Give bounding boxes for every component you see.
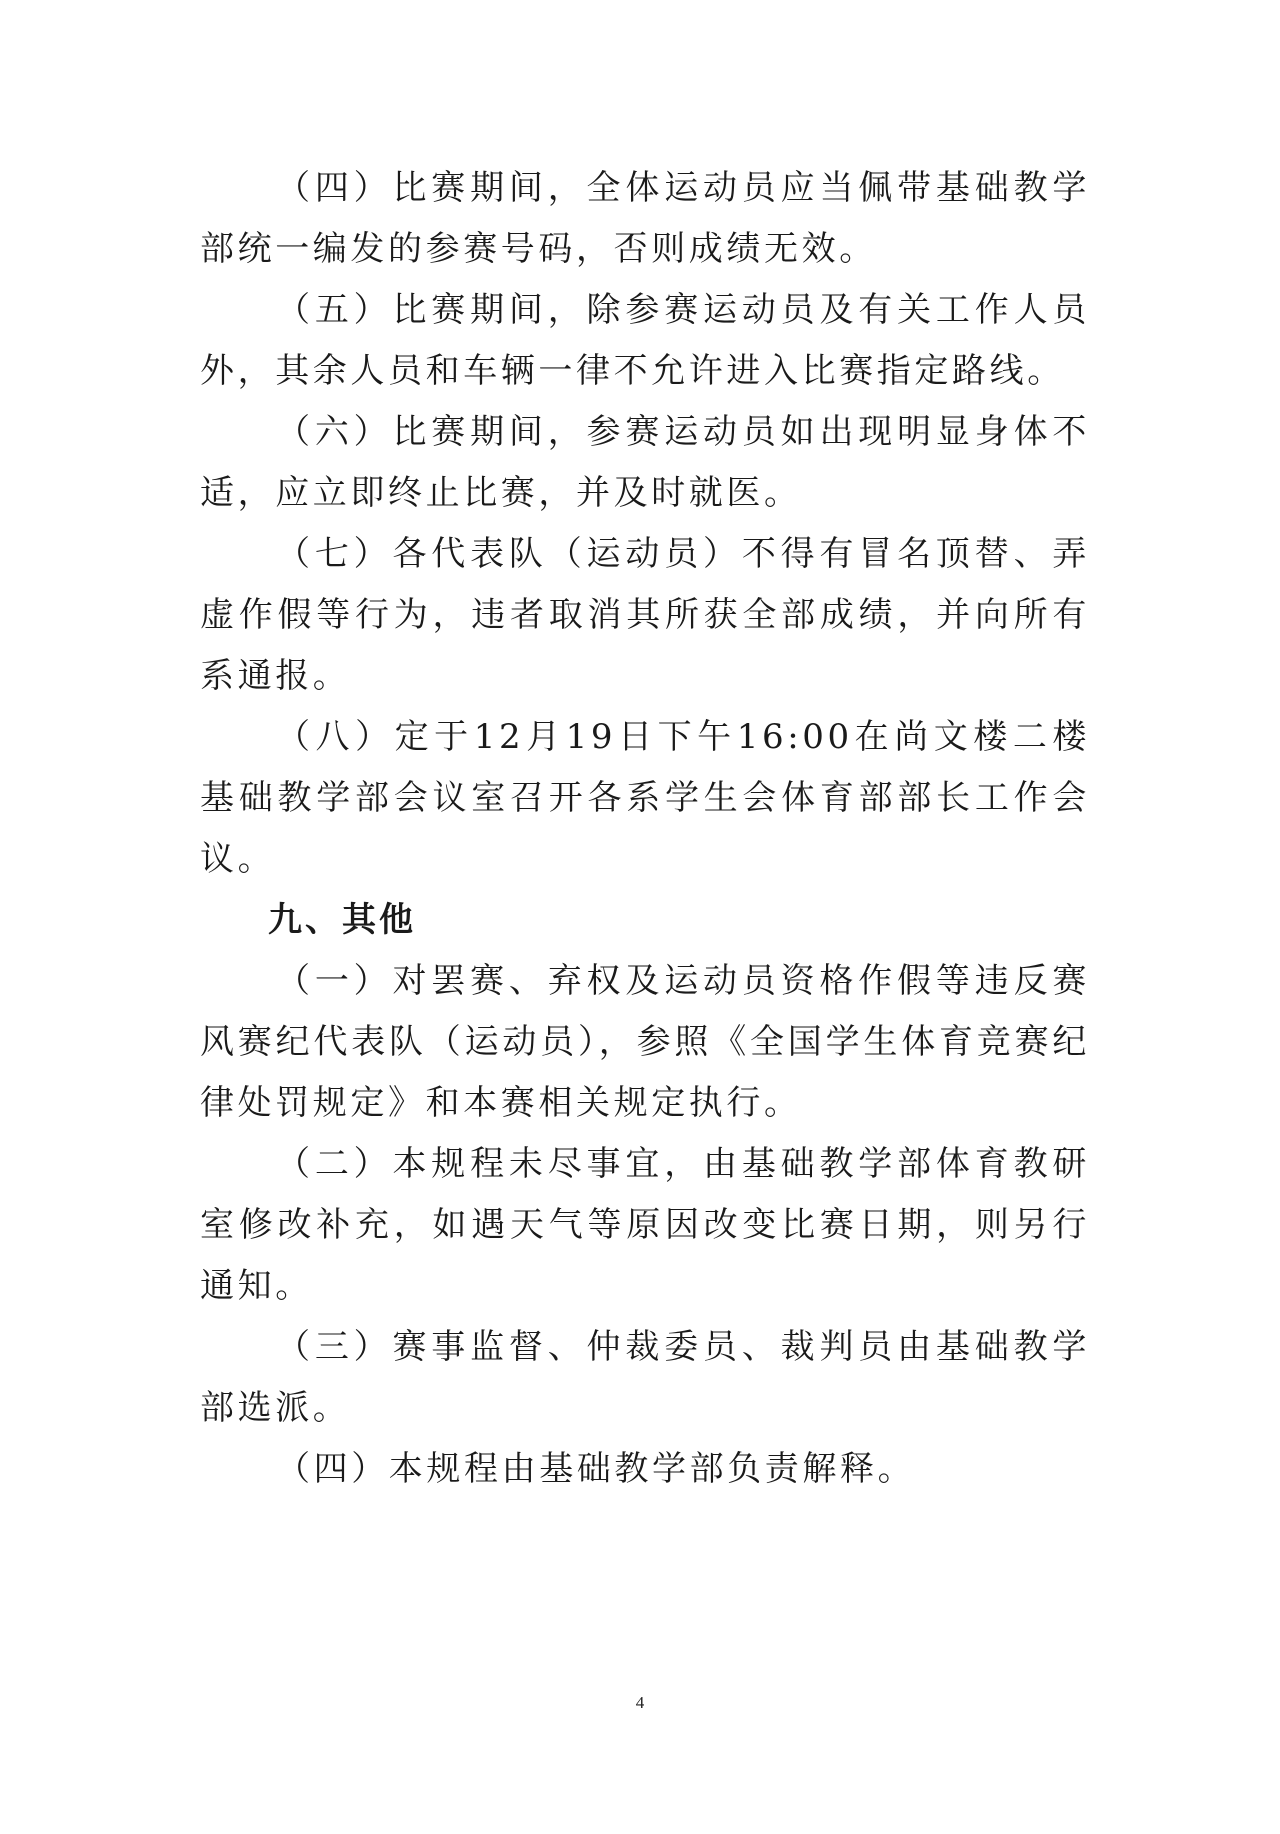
section-heading: 九、其他 bbox=[268, 900, 416, 940]
page-number: 4 bbox=[635, 1693, 645, 1712]
paragraph-item-8: （八）定于12月19日下午16:00在尚文楼二楼基础教学部会议室召开各系学生会体育部部长工作会议。 bbox=[200, 717, 1090, 879]
document-body bbox=[200, 158, 1090, 1500]
paragraph-item-5: （五）比赛期间，除参赛运动员及有关工作人员外，其余人员和车辆一律不允许进入比赛指定路线。 bbox=[200, 290, 1090, 391]
paragraph-item-4: （四）比赛期间，全体运动员应当佩带基础教学部统一编发的参赛号码，否则成绩无效。 bbox=[200, 168, 1090, 269]
other-item-4: （四）本规程由基础教学部负责解释。 bbox=[276, 1449, 916, 1489]
paragraph-item-6: （六）比赛期间，参赛运动员如出现明显身体不适，应立即终止比赛，并及时就医。 bbox=[200, 412, 1090, 513]
paragraph-item-7: （七）各代表队（运动员）不得有冒名顶替、弄虚作假等行为，违者取消其所获全部成绩，并向所有系通报。 bbox=[200, 534, 1090, 696]
other-item-1: （一）对罢赛、弃权及运动员资格作假等违反赛风赛纪代表队（运动员），参照《全国学生体育竞赛纪律处罚规定》和本赛相关规定执行。 bbox=[200, 961, 1090, 1123]
other-item-2: （二）本规程未尽事宜，由基础教学部体育教研室修改补充，如遇天气等原因改变比赛日期，则另行通知。 bbox=[200, 1144, 1090, 1306]
other-item-3: （三）赛事监督、仲裁委员、裁判员由基础教学部选派。 bbox=[200, 1327, 1090, 1428]
